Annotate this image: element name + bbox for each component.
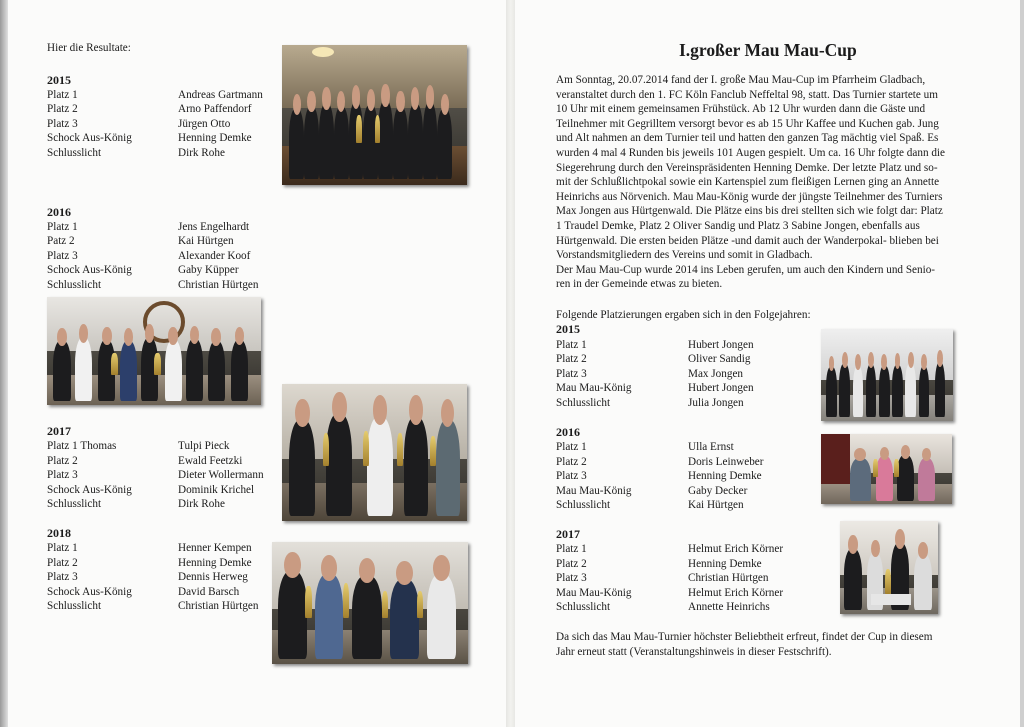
- place-label: Platz 2: [47, 103, 78, 115]
- year-heading: 2018: [47, 526, 71, 540]
- place-label: Platz 1: [556, 543, 587, 555]
- place-label: Platz 3: [47, 469, 78, 481]
- body-line: Am Sonntag, 20.07.2014 fand der I. große Mau Mau-Cup im Pfarrheim Gladbach,: [556, 74, 926, 86]
- closing-paragraph: [556, 630, 932, 659]
- place-name: Alexander Koof: [178, 250, 251, 262]
- place-label: Platz 1: [556, 441, 587, 453]
- place-label: Schlusslicht: [556, 499, 611, 511]
- place-name: Henning Demke: [178, 132, 252, 144]
- place-name: Henning Demke: [688, 558, 762, 570]
- body-line: ren in der Gemeinde etwas zu bieten.: [556, 278, 723, 291]
- article-body: [556, 73, 945, 292]
- place-label: Platz 3: [47, 571, 78, 583]
- place-name: Hubert Jongen: [688, 382, 754, 394]
- place-label: Schlusslicht: [47, 279, 102, 291]
- group-photo-cup-2015: [821, 329, 953, 421]
- scan-right-edge: [1020, 0, 1024, 727]
- results-intro: Hier die Resultate:: [47, 42, 131, 54]
- place-name: Annette Heinrichs: [688, 601, 770, 613]
- place-label: Platz 2: [556, 558, 587, 570]
- place-label: Patz 2: [47, 235, 75, 247]
- body-line: mit der Schlußlichtpokal sowie ein Kartenspiel zum fleißigen Lernen ging an Annette: [556, 176, 940, 189]
- place-label: Schock Aus-König: [47, 586, 132, 598]
- scan-left-edge: [0, 0, 8, 727]
- year-heading: 2015: [556, 322, 580, 336]
- place-name: Tulpi Pieck: [178, 440, 230, 452]
- body-line: 1 Traudel Demke, Platz 2 Oliver Sandig und Platz 3 Sabine Jongen, ebenfalls aus: [556, 219, 920, 232]
- body-line: Hürtgenwald. Die ersten beiden Plätze -und damit auch der Wanderpokal- blieben bei: [556, 234, 939, 247]
- body-line: Heinrichs aus Nörvenich. Mau Mau-König wurde der jüngste Teilnehmer des Turniers: [556, 190, 943, 203]
- place-label: Platz 1 Thomas: [47, 440, 117, 452]
- place-label: Schlusslicht: [47, 600, 102, 612]
- place-label: Schlusslicht: [556, 397, 611, 409]
- place-name: Andreas Gartmann: [178, 89, 263, 101]
- book-gutter: [506, 0, 515, 727]
- body-line: wurden 4 mal 4 Runden bis jeweils 101 Augen gespielt. Um ca. 16 Uhr folgte dann die: [556, 146, 945, 159]
- place-name: Henner Kempen: [178, 542, 252, 554]
- winners-photo-2018: [272, 542, 468, 664]
- body-line: veranstaltet durch den 1. FC Köln Fanclub Neffeltal 98, statt. Das Turnier startete um: [556, 88, 938, 101]
- year-heading: 2017: [47, 424, 71, 438]
- place-label: Schlusslicht: [47, 147, 102, 159]
- closing-line: Jahr erneut statt (Veranstaltungshinweis in dieser Festschrift).: [556, 645, 832, 658]
- place-name: Helmut Erich Körner: [688, 587, 784, 599]
- place-name: Jens Engelhardt: [178, 221, 250, 233]
- year-heading: 2017: [556, 527, 580, 541]
- place-name: Kai Hürtgen: [688, 499, 744, 511]
- place-name: Dennis Herweg: [178, 571, 248, 583]
- place-label: Platz 3: [47, 118, 78, 130]
- place-name: Christian Hürtgen: [178, 600, 259, 612]
- place-label: Schock Aus-König: [47, 484, 132, 496]
- place-label: Platz 3: [47, 250, 78, 262]
- body-line: Vorstandsmitgliedern des Vereins und somit in Gladbach.: [556, 249, 813, 262]
- place-name: Ewald Feetzki: [178, 455, 243, 467]
- place-name: Hubert Jongen: [688, 339, 754, 351]
- place-label: Platz 2: [556, 353, 587, 365]
- place-label: Schock Aus-König: [47, 264, 132, 276]
- body-line: Siegerehrung durch den Vereinspräsidenten Henning Demke. Der letzte Platz und so-: [556, 161, 938, 174]
- place-label: Platz 3: [556, 572, 587, 584]
- place-label: Platz 3: [556, 470, 587, 482]
- place-label: Schock Aus-König: [47, 132, 132, 144]
- place-name: Dominik Krichel: [178, 484, 255, 496]
- place-label: Platz 2: [47, 557, 78, 569]
- place-label: Mau Mau-König: [556, 485, 632, 497]
- article-title: I.großer Mau Mau-Cup: [679, 40, 857, 60]
- place-name: Jürgen Otto: [178, 118, 231, 130]
- place-name: Gaby Küpper: [178, 264, 239, 276]
- body-line: und Alt nahmen an dem Turnier teil und hatten den ganzen Tag mächtig viel Spaß. Es: [556, 132, 939, 145]
- place-label: Platz 2: [47, 455, 78, 467]
- body-line: Teilnehmer mit Gegrilltem versorgt bevor es ab 15 Uhr Kaffee und Kuchen gab. Jung: [556, 117, 939, 130]
- place-name: Dieter Wollermann: [178, 469, 264, 481]
- place-name: Ulla Ernst: [688, 441, 734, 453]
- body-line: Max Jongen aus Hürtgenwald. Die Plätze eins bis drei stellten sich wie folgt dar: Platz: [556, 205, 943, 218]
- place-name: Doris Leinweber: [688, 456, 764, 468]
- place-name: Helmut Erich Körner: [688, 543, 784, 555]
- place-label: Platz 1: [556, 339, 587, 351]
- place-name: Max Jongen: [688, 368, 743, 380]
- place-name: Dirk Rohe: [178, 147, 225, 159]
- place-name: David Barsch: [178, 586, 240, 598]
- winners-photo-cup-2017: [840, 521, 938, 614]
- place-label: Platz 1: [47, 89, 78, 101]
- place-name: Henning Demke: [178, 557, 252, 569]
- place-label: Mau Mau-König: [556, 587, 632, 599]
- group-photo-2015: [282, 45, 467, 185]
- place-label: Schlusslicht: [556, 601, 611, 613]
- place-name: Julia Jongen: [688, 397, 744, 409]
- place-label: Platz 2: [556, 456, 587, 468]
- place-label: Platz 1: [47, 542, 78, 554]
- year-heading: 2015: [47, 73, 71, 87]
- group-photo-2016: [47, 297, 261, 405]
- place-name: Henning Demke: [688, 470, 762, 482]
- place-label: Platz 1: [47, 221, 78, 233]
- year-heading: 2016: [47, 205, 71, 219]
- place-label: Schlusslicht: [47, 498, 102, 510]
- place-name: Christian Hürtgen: [178, 279, 259, 291]
- place-name: Kai Hürtgen: [178, 235, 234, 247]
- body-line: 10 Uhr mit einem gemeinsamen Frühstück. Ab 12 Uhr wurden dann die Gäste und: [556, 103, 926, 116]
- winners-photo-2017: [282, 384, 467, 521]
- place-name: Christian Hürtgen: [688, 572, 769, 584]
- place-name: Oliver Sandig: [688, 353, 751, 365]
- year-heading: 2016: [556, 425, 580, 439]
- place-name: Arno Paffendorf: [178, 103, 252, 115]
- closing-line: Da sich das Mau Mau-Turnier höchster Beliebtheit erfreut, findet der Cup in diesem: [556, 631, 933, 643]
- place-label: Mau Mau-König: [556, 382, 632, 394]
- place-name: Gaby Decker: [688, 485, 748, 497]
- place-label: Platz 3: [556, 368, 587, 380]
- followup-intro: Folgende Platzierungen ergaben sich in den Folgejahren:: [556, 309, 811, 321]
- place-name: Dirk Rohe: [178, 498, 225, 510]
- body-line: Der Mau Mau-Cup wurde 2014 ins Leben gerufen, um auch den Kindern und Senio-: [556, 263, 936, 276]
- winners-photo-cup-2016: [821, 434, 952, 504]
